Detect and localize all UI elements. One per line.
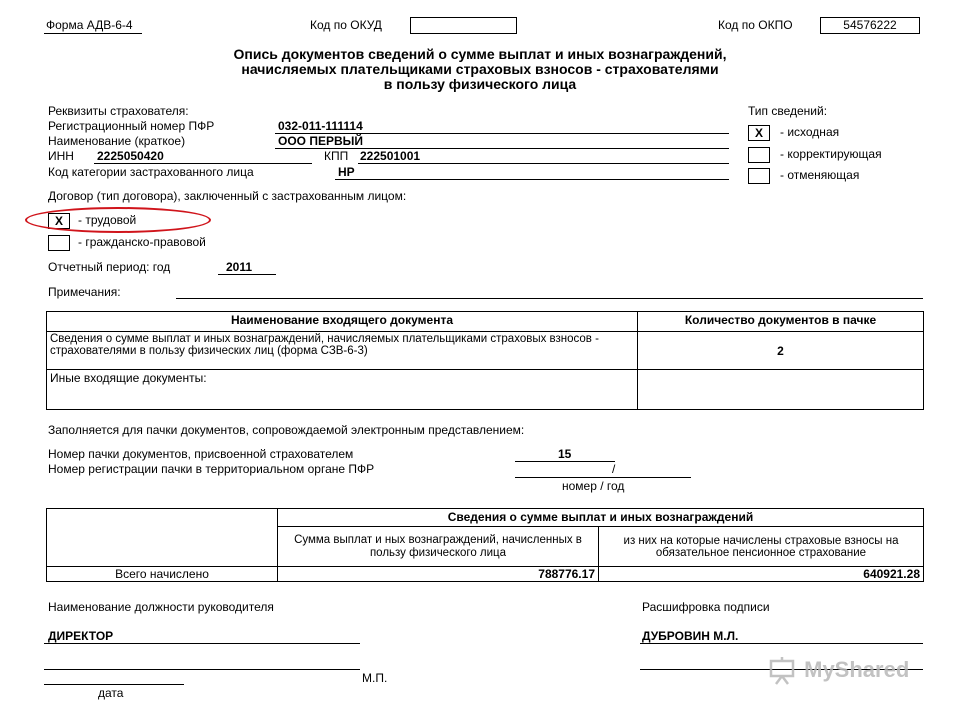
contract-label: Договор (тип договора), заключенный с застрахованным лицом: [48,189,407,203]
kpp-label: КПП [324,149,349,163]
okud-field[interactable] [410,17,517,34]
contract-civil-checkbox[interactable] [48,235,70,251]
pack-reg-underline [515,477,691,478]
okpo-field[interactable]: 54576222 [820,17,920,34]
docs-row-other-count[interactable] [638,370,924,410]
date-line[interactable] [44,684,184,685]
info-type-label: Тип сведений: [748,104,828,118]
decode-label: Расшифровка подписи [642,600,770,614]
contract-labor-checkbox[interactable]: X [48,213,70,229]
docs-col-count-header: Количество документов в пачке [638,312,924,332]
period-value[interactable]: 2011 [226,260,253,274]
category-label: Код категории застрахованного лица [48,165,254,179]
position-value[interactable]: ДИРЕКТОР [48,629,114,643]
kpp-underline [358,163,729,164]
position-label: Наименование должности руководителя [48,600,274,614]
pack-number-value[interactable]: 15 [558,447,572,461]
electronic-label: Заполняется для пачки документов, сопровождаемой электронным представлением: [48,423,525,437]
signature-line[interactable] [44,669,360,670]
category-underline [335,179,729,180]
info-type-original-checkbox[interactable]: X [748,125,770,141]
category-value[interactable]: НР [338,165,355,179]
inn-underline [94,163,312,164]
form-code: Форма АДВ-6-4 [46,18,133,32]
sums-empty-cell [47,509,278,567]
documents-table [46,311,924,410]
period-underline [218,274,276,275]
kpp-value[interactable]: 222501001 [360,149,421,163]
document-title-line2: начисляемых плательщиками страховых взносов - страхователями [241,61,719,77]
info-type-cancelling-checkbox[interactable] [748,168,770,184]
highlight-ellipse [25,207,211,233]
stamp-label: М.П. [362,671,388,685]
docs-row-other-name: Иные входящие документы: [47,370,638,410]
form-code-underline [44,33,142,34]
okpo-label: Код по ОКПО [718,18,793,32]
notes-label: Примечания: [48,285,121,299]
pack-reg-label: Номер регистрации пачки в территориальном органе ПФР [48,462,375,476]
document-title-line3: в пользу физического лица [383,76,577,92]
pack-number-label: Номер пачки документов, присвоенной страхователем [48,447,354,461]
decode-underline [640,643,923,644]
watermark-text: MyShared [804,656,910,682]
watermark [768,656,909,686]
name-value[interactable]: ООО ПЕРВЫЙ [278,134,364,148]
contract-civil-label: - гражданско-правовой [78,235,206,249]
sums-table [46,508,924,582]
docs-row-szv-name: Сведения о сумме выплат и иных вознаграждений, начисляемых плательщиками страховых взносов - страхователями в пользу физических лиц (форма СЗВ-6-3) [47,332,638,370]
contract-labor-label: - трудовой [78,213,137,227]
docs-col-name-header: Наименование входящего документа [47,312,638,332]
info-type-cancelling-label: - отменяющая [780,168,860,182]
sums-total1-value[interactable]: 788776.17 [278,567,599,582]
sums-col2-header: из них на которые начислены страховые взносы на обязательное пенсионное страхование [599,527,924,567]
watermark-board-icon [768,656,798,686]
sums-total2-value[interactable]: 640921.28 [599,567,924,582]
reg-number-label: Регистрационный номер ПФР [48,119,215,133]
document-title-line1: Опись документов сведений о сумме выплат и иных вознаграждений, [233,46,727,62]
date-label: дата [98,686,124,700]
docs-row-szv-count[interactable]: 2 [638,332,924,370]
info-type-correcting-checkbox[interactable] [748,147,770,163]
sums-col1-header: Сумма выплат и ных вознаграждений, начисленных в пользу физического лица [278,527,599,567]
sums-header: Сведения о сумме выплат и иных вознаграждений [278,509,924,527]
period-label: Отчетный период: год [48,260,171,274]
name-label: Наименование (краткое) [48,134,186,148]
decode-value[interactable]: ДУБРОВИН М.Л. [642,629,739,643]
pack-reg-caption: номер / год [562,479,625,493]
inn-value[interactable]: 2225050420 [97,149,164,163]
sums-total-label: Всего начислено [47,567,278,582]
info-type-original-label: - исходная [780,125,840,139]
inn-label: ИНН [48,149,74,163]
position-underline [44,643,360,644]
insurer-section-label: Реквизиты страхователя: [48,104,189,118]
info-type-correcting-label: - корректирующая [780,147,882,161]
okud-label: Код по ОКУД [310,18,382,32]
pack-reg-value[interactable]: / [612,462,616,476]
pack-number-underline [515,461,615,462]
notes-underline[interactable] [176,298,923,299]
reg-number-value[interactable]: 032-011-111114 [278,119,363,133]
